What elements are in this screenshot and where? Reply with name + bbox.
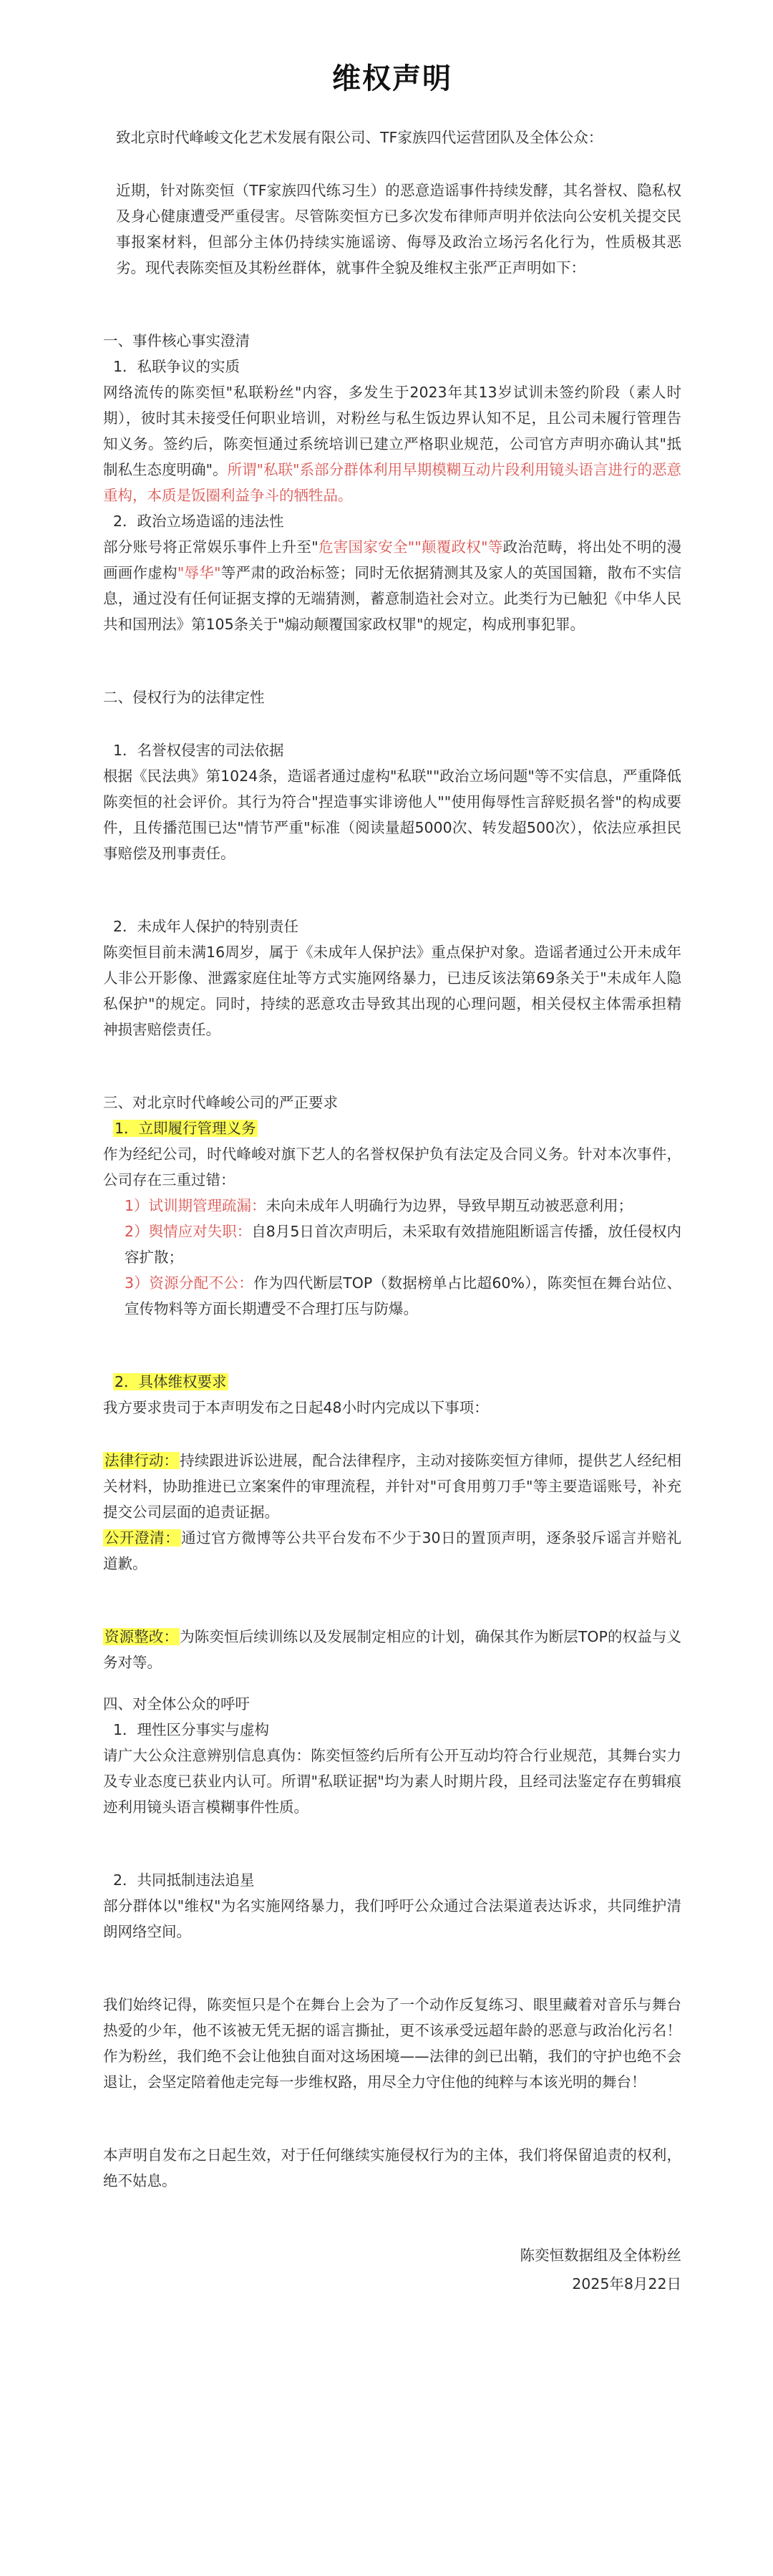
section-1b-text bbox=[103, 534, 681, 637]
section-3b-title bbox=[103, 1369, 681, 1395]
section-1a-title: 1．私联争议的实质 bbox=[113, 358, 240, 375]
demand-resource-label: 资源整改： bbox=[104, 1628, 179, 1645]
section-2a-text: 根据《民法典》第1024条，造谣者通过虚构"私联""政治立场问题"等不实信息，严重降低陈奕恒的社会评价。其行为符合"捏造事实诽谤他人""使用侮辱性言辞贬损名誉"的构成要件，且传播范围已达"情节严重"标准（阅读量超5000次、转发超500次），依法应承担民事赔偿及刑事责任。 bbox=[103, 768, 681, 862]
section-1a-red-text: 所谓"私联"系部分群体利用早期模糊互动片段利用镜头语言进行的恶意重构，本质是饭圈利益争斗的牺牲品。 bbox=[103, 461, 681, 504]
signature-date: 2025年8月22日 bbox=[572, 2275, 681, 2292]
section-3a-title bbox=[103, 1115, 681, 1141]
effective-paragraph: 本声明自发布之日起生效，对于任何继续实施侵权行为的主体，我们将保留追责的权利，绝不姑息。 bbox=[103, 2146, 681, 2189]
demand-public bbox=[103, 1525, 681, 1577]
section-2b-text: 陈奕恒目前未满16周岁，属于《未成年人保护法》重点保护对象。造谣者通过公开未成年人非公开影像、泄露家庭住址等方式实施网络暴力，已违反该法第69条关于"未成年人隐私保护"的规定。同时，持续的恶意攻击导致其出现的心理问题，相关侵权主体需承担精神损害赔偿责任。 bbox=[103, 944, 681, 1038]
fault-item-3-label: 3）资源分配不公： bbox=[125, 1274, 254, 1292]
intro-paragraph: 近期，针对陈奕恒（TF家族四代练习生）的恶意造谣事件持续发酵，其名誉权、隐私权及身心健康遭受严重侵害。尽管陈奕恒方已多次发布律师声明并依法向公安机关提交民事报案材料，但部分主体仍持续实施谣谤、侮辱及政治立场污名化行为，性质极其恶劣。现代表陈奕恒及其粉丝群体，就事件全貌及维权主张严正声明如下： bbox=[116, 182, 681, 276]
section-1b-body-1: 部分账号将正常娱乐事件上升至" bbox=[103, 538, 319, 556]
signature: 陈奕恒数据组及全体粉丝 bbox=[520, 2247, 681, 2264]
section-1-heading: 一、事件核心事实澄清 bbox=[103, 332, 250, 349]
demand-resource bbox=[103, 1624, 681, 1675]
fault-item-1-label: 1）试训期管理疏漏： bbox=[125, 1197, 266, 1214]
section-3b-title-highlight: 2．具体维权要求 bbox=[115, 1373, 227, 1390]
fault-item-3-text: 作为四代断层TOP（数据榜单占比超60%），陈奕恒在舞台站位、宣传物料等方面长期遭受不合理打压与防爆。 bbox=[125, 1274, 681, 1317]
section-2-heading: 二、侵权行为的法律定性 bbox=[103, 689, 265, 706]
fault-item-2-text: 自8月5日首次声明后，未采取有效措施阻断谣言传播，放任侵权内容扩散； bbox=[125, 1223, 681, 1266]
page-title: 维权声明 bbox=[332, 62, 452, 95]
fault-item-2 bbox=[103, 1219, 681, 1270]
demand-resource-text: 为陈奕恒后续训练以及发展制定相应的计划，确保其作为断层TOP的权益与义务对等。 bbox=[103, 1628, 681, 1671]
section-1a-text bbox=[103, 379, 681, 508]
section-1b-red-1: 危害国家安全""颠覆政权"等 bbox=[318, 538, 503, 556]
section-2b-title: 2．未成年人保护的特别责任 bbox=[113, 918, 299, 935]
section-3-heading: 三、对北京时代峰峻公司的严正要求 bbox=[103, 1094, 338, 1111]
demand-legal-label: 法律行动： bbox=[104, 1452, 179, 1469]
section-1b-red-2: "辱华" bbox=[177, 564, 221, 581]
section-4a-text: 请广大公众注意辨别信息真伪：陈奕恒签约后所有公开互动均符合行业规范，其舞台实力及专业态度已获业内认可。所谓"私联证据"均为素人时期片段，且经司法鉴定存在剪辑痕迹利用镜头语言模糊事件性质。 bbox=[103, 1747, 681, 1816]
demand-public-label: 公开澄清： bbox=[104, 1529, 180, 1546]
section-2a-title: 1．名誉权侵害的司法依据 bbox=[113, 742, 284, 759]
section-1b-title: 2．政治立场造谣的违法性 bbox=[113, 513, 284, 530]
fault-item-2-label: 2）舆情应对失职： bbox=[125, 1223, 252, 1240]
demand-legal-text: 持续跟进诉讼进展，配合法律程序，主动对接陈奕恒方律师，提供艺人经纪相关材料，协助推进已立案案件的审理流程，并针对"可食用剪刀手"等主要造谣账号，补充提交公司层面的追责证据。 bbox=[103, 1452, 681, 1521]
section-1b-body-2: 政治范畴，将出处不明的漫画画作虚构 bbox=[103, 538, 681, 581]
section-3a-title-highlight: 1．立即履行管理义务 bbox=[115, 1120, 256, 1137]
section-1a-body: 网络流传的陈奕恒"私联粉丝"内容，多发生于2023年其13岁试训未签约阶段（素人时期），彼时其未接受任何职业培训，对粉丝与私生饭边界认知不足，且公司未履行管理告知义务。签约后，陈奕恒通过系统培训已建立严格职业规范，公司官方声明亦确认其"抵制私生态度明确"。 bbox=[103, 384, 681, 478]
closing-paragraph: 我们始终记得，陈奕恒只是个在舞台上会为了一个动作反复练习、眼里藏着对音乐与舞台热爱的少年，他不该被无凭无据的谣言撕扯，更不该承受远超年龄的恶意与政治化污名！作为粉丝，我们绝不会让他独自面对这场困境——法律的剑已出鞘，我们的守护也绝不会退让，会坚定陪着他走完每一步维权路，用尽全力守住他的纯粹与本该光明的舞台！ bbox=[103, 1996, 681, 2091]
section-3b-intro: 我方要求贵司于本声明发布之日起48小时内完成以下事项： bbox=[103, 1399, 489, 1416]
fault-item-1-text: 未向未成年人明确行为边界，导致早期互动被恶意利用； bbox=[266, 1197, 633, 1214]
salutation: 致北京时代峰峻文化艺术发展有限公司、TF家族四代运营团队及全体公众： bbox=[116, 129, 603, 146]
fault-item-3 bbox=[103, 1270, 681, 1322]
section-4a-title: 1．理性区分事实与虚构 bbox=[113, 1721, 270, 1738]
demand-legal bbox=[103, 1448, 681, 1525]
section-3a-text: 作为经纪公司，时代峰峻对旗下艺人的名誉权保护负有法定及合同义务。针对本次事件，公司存在三重过错： bbox=[103, 1146, 681, 1188]
section-4b-title: 2．共同抵制违法追星 bbox=[113, 1872, 255, 1889]
demand-public-text: 通过官方微博等公共平台发布不少于30日的置顶声明，逐条驳斥谣言并赔礼道歉。 bbox=[103, 1529, 681, 1572]
fault-item-1 bbox=[103, 1193, 681, 1219]
section-4-heading: 四、对全体公众的呼吁 bbox=[103, 1695, 250, 1713]
section-1b-body-3: 等严肃的政治标签；同时无依据猜测其及家人的英国国籍，散布不实信息，通过没有任何证据支撑的无端猜测，蓄意制造社会对立。此类行为已触犯《中华人民共和国刑法》第105条关于"煽动颠覆国家政权罪"的规定，构成刑事犯罪。 bbox=[103, 564, 682, 633]
section-4b-text: 部分群体以"维权"为名实施网络暴力，我们呼吁公众通过合法渠道表达诉求，共同维护清朗网络空间。 bbox=[103, 1897, 681, 1940]
